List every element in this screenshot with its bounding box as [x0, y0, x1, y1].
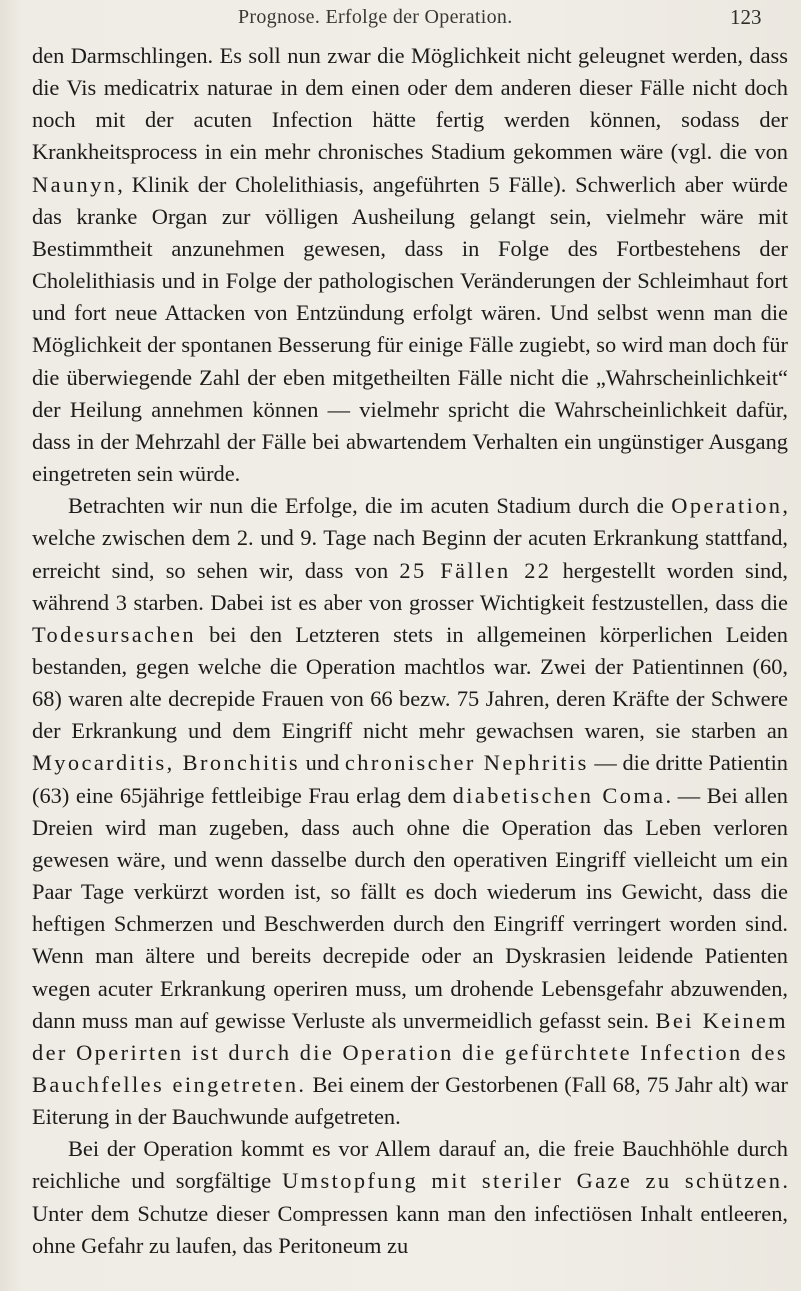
- text-run: hergestellt worden sind, während 3 starben. Dabei ist es aber von grosser Wichtigkeit festzustellen, dass die: [32, 557, 788, 615]
- text-run: den Darmschlingen. Es soll nun zwar die Möglichkeit nicht geleugnet werden, dass die Vis medicatrix naturae in dem einen oder dem anderen dieser Fälle nicht doch noch mit der acuten Infection hätte fertig werden können, sodass der Krankheitsprocess in ein mehr chronisches Stadium gekommen wäre (vgl. die von: [32, 43, 788, 165]
- text-run: Bei der Operation kommt es vor Allem darauf an, die freie Bauchhöhle durch reichliche und sorgfältige: [32, 1136, 788, 1194]
- emphasized-text: Operation: [671, 493, 783, 519]
- text-run: . Unter dem Schutze dieser Compressen kann man den infectiösen Inhalt entleeren, ohne Gefahr zu laufen, das Peritoneum zu: [32, 1168, 788, 1258]
- emphasized-text: Umstopfung mit steriler Gaze zu schützen: [282, 1168, 783, 1194]
- text-run: , Klinik der Cholelithiasis, angeführten 5 Fälle). Schwerlich aber würde das kranke Organ zur völligen Ausheilung gelangt sein, vielmehr wäre mit Bestimmtheit anzunehmen gewesen, dass in Folge des Fortbestehens der Cholelithiasis und in Folge der pathologischen Veränderungen der Schleimhaut fort und fort neue Attacken von Entzündung erfolgt wären. Und selbst wenn man die Möglichkeit der spontanen Besserung für einige Fälle zugiebt, so wird man doch für die überwiegende Zahl der eben mitgetheilten Fälle nicht die „Wahrscheinlichkeit“ der Heilung annehmen können — vielmehr spricht die Wahrscheinlichkeit dafür, dass in der Mehrzahl der Fälle bei abwartendem Verhalten ein ungünstiger Ausgang eingetreten sein würde.: [32, 171, 788, 487]
- paragraph: [32, 40, 788, 490]
- emphasized-text: chronischer Nephritis: [344, 750, 589, 776]
- emphasized-text: Todesursachen: [32, 621, 196, 647]
- emphasized-text: Naunyn: [32, 171, 118, 197]
- text-run: , welche zwischen dem 2. und 9. Tage nach Beginn der acuten Erkrankung stattfand, erreicht sind, so sehen wir, dass von: [32, 493, 788, 583]
- text-run: Bei einem der Gestorbenen (Fall 68, 75 Jahr alt) war Eiterung in der Bauchwunde aufgetreten.: [32, 1072, 788, 1130]
- emphasized-text: Myocarditis, Bronchitis: [32, 750, 300, 776]
- page-header: [0, 4, 801, 34]
- page-number: 123: [730, 5, 762, 29]
- running-title: Prognose. Erfolge der Operation.: [238, 6, 513, 28]
- text-run: Betrachten wir nun die Erfolge, die im acuten Stadium durch die: [68, 493, 672, 519]
- emphasized-text: Bei Keinem der Operirten ist durch die Operation die gefürchtete Infection des Bauchfelles eingetreten.: [32, 1007, 788, 1097]
- paragraph: [32, 1133, 788, 1262]
- emphasized-text: diabetischen Coma: [452, 782, 666, 808]
- text-run: und: [299, 750, 345, 776]
- paragraph: [32, 490, 788, 1133]
- emphasized-text: 25 Fällen 22: [399, 557, 552, 583]
- text-run: bei den Letzteren stets in allgemeinen körperlichen Leiden bestanden, gegen welche die Operation machtlos war. Zwei der Patientinnen (60, 68) waren alte decrepide Frauen von 66 bezw. 75 Jahren, deren Kräfte der Schwere der Erkrankung und dem Eingriff nicht mehr gewachsen waren, sie starben an: [32, 621, 788, 744]
- body-text: [32, 40, 788, 1262]
- text-run: — die dritte Patientin (63) eine 65jährige fettleibige Frau erlag dem: [32, 750, 788, 808]
- text-run: . — Bei allen Dreien wird man zugeben, dass auch ohne die Operation das Leben verloren gewesen wäre, und wenn dasselbe durch den operativen Eingriff vielleicht um ein Paar Tage verkürzt worden ist, so fällt es doch wiederum ins Gewicht, dass die heftigen Schmerzen und Beschwerden durch den Eingriff verringert worden sind. Wenn man ältere und bereits decrepide oder an Dyskrasien leidende Patienten wegen acuter Erkrankung operiren muss, um drohende Lebensgefahr abzuwenden, dann muss man auf gewisse Verluste als unvermeidlich gefasst sein.: [32, 782, 788, 1033]
